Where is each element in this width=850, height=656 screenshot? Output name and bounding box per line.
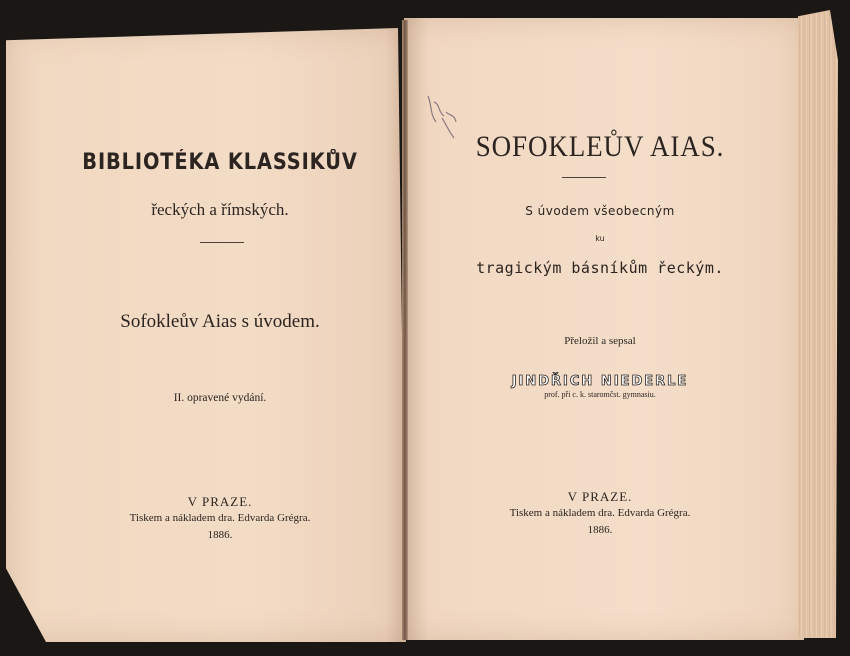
left-printer: Tiskem a nákladem dra. Edvarda Grégra.	[129, 512, 311, 524]
book-gutter	[402, 20, 408, 640]
right-printer: Tiskem a nákladem dra. Edvarda Grégra.	[509, 507, 691, 519]
left-place: V PRAZE.	[187, 494, 253, 509]
right-place: V PRAZE.	[567, 489, 633, 504]
left-year: 1886.	[207, 529, 233, 541]
right-divider	[562, 177, 606, 178]
right-year: 1886.	[587, 524, 613, 536]
author-name: JINDŘICH NIEDERLE	[511, 374, 689, 389]
subtitle-line-1: S úvodem všeobecným	[525, 204, 675, 218]
subtitle-line-3: tragickým básníkům řeckým.	[476, 259, 724, 277]
left-divider	[200, 242, 244, 243]
page-edges	[798, 10, 838, 638]
book-title: SOFOKLEŮV AIAS.	[475, 130, 725, 163]
work-title: Sofokleův Aias s úvodem.	[120, 311, 320, 332]
left-page	[6, 28, 406, 642]
edition-note: II. opravené vydání.	[173, 392, 267, 404]
translator-credit: Přeložil a sepsal	[564, 335, 636, 347]
author-affiliation: prof. při c. k. staromčst. gymnasiu.	[544, 390, 656, 399]
subtitle-line-2: ku	[595, 234, 605, 243]
series-title: BIBLIOTÉKA KLASSIKŮV	[82, 150, 358, 175]
series-subtitle: řeckých a římských.	[151, 200, 289, 219]
right-page	[404, 18, 804, 640]
